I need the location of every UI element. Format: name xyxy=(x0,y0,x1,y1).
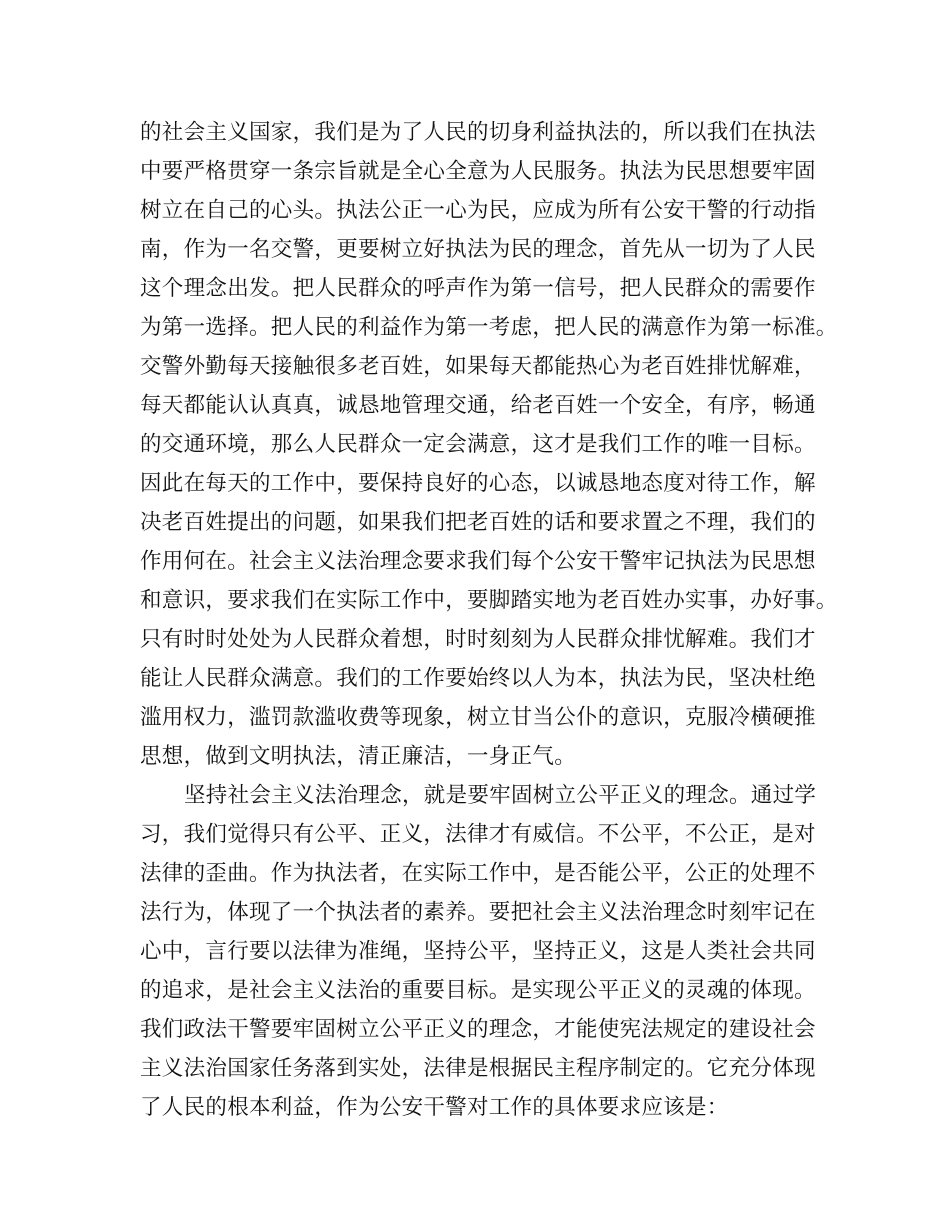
text-line: 滥用权力，滥罚款滥收费等现象，树立甘当公仆的意识，克服冷横硬推 xyxy=(140,705,816,730)
text-line: 和意识，要求我们在实际工作中，要脚踏实地为老百姓办实事，办好事。 xyxy=(140,588,838,613)
text-line: 主义法治国家任务落到实处，法律是根据民主程序制定的。它充分体现 xyxy=(140,1056,816,1081)
text-line: 思想，做到文明执法，清正廉洁，一身正气。 xyxy=(140,744,577,769)
text-line: 的社会主义国家，我们是为了人民的切身利益执法的，所以我们在执法 xyxy=(140,120,816,145)
text-line: 南，作为一名交警，更要树立好执法为民的理念，首先从一切为了人民 xyxy=(140,237,816,262)
text-line: 了人民的根本利益，作为公安干警对工作的具体要求应该是： xyxy=(140,1095,729,1120)
text-line: 为第一选择。把人民的利益作为第一考虑，把人民的满意作为第一标准。 xyxy=(140,315,838,340)
text-line: 每天都能认认真真，诚恳地管理交通，给老百姓一个安全，有序，畅通 xyxy=(140,393,816,418)
text-line: 树立在自己的心头。执法公正一心为民，应成为所有公安干警的行动指 xyxy=(140,198,816,223)
text-line: 心中，言行要以法律为准绳，坚持公平，坚持正义，这是人类社会共同 xyxy=(140,939,816,964)
text-line: 交警外勤每天接触很多老百姓，如果每天都能热心为老百姓排忧解难， xyxy=(140,354,816,379)
text-line: 能让人民群众满意。我们的工作要始终以人为本，执法为民，坚决杜绝 xyxy=(140,666,816,691)
paragraph-1 xyxy=(140,113,840,776)
text-line: 这个理念出发。把人民群众的呼声作为第一信号，把人民群众的需要作 xyxy=(140,276,816,301)
text-line: 法行为，体现了一个执法者的素养。要把社会主义法治理念时刻牢记在 xyxy=(140,900,816,925)
text-line: 的交通环境，那么人民群众一定会满意，这才是我们工作的唯一目标。 xyxy=(140,432,816,457)
text-line: 中要严格贯穿一条宗旨就是全心全意为人民服务。执法为民思想要牢固 xyxy=(140,159,816,184)
body-text xyxy=(140,113,840,1127)
text-line: 习，我们觉得只有公平、正义，法律才有威信。不公平，不公正，是对 xyxy=(140,822,816,847)
text-line: 只有时时处处为人民群众着想，时时刻刻为人民群众排忧解难。我们才 xyxy=(140,627,816,652)
text-line: 的追求，是社会主义法治的重要目标。是实现公平正义的灵魂的体现。 xyxy=(140,978,816,1003)
text-line: 坚持社会主义法治理念，就是要牢固树立公平正义的理念。通过学 xyxy=(184,783,817,808)
text-line: 法律的歪曲。作为执法者，在实际工作中，是否能公平，公正的处理不 xyxy=(140,861,816,886)
paragraph-2 xyxy=(140,776,840,1127)
text-line: 作用何在。社会主义法治理念要求我们每个公安干警牢记执法为民思想 xyxy=(140,549,816,574)
text-line: 因此在每天的工作中，要保持良好的心态，以诚恳地态度对待工作，解 xyxy=(140,471,816,496)
text-line: 决老百姓提出的问题，如果我们把老百姓的话和要求置之不理，我们的 xyxy=(140,510,816,535)
text-line: 我们政法干警要牢固树立公平正义的理念，才能使宪法规定的建设社会 xyxy=(140,1017,816,1042)
